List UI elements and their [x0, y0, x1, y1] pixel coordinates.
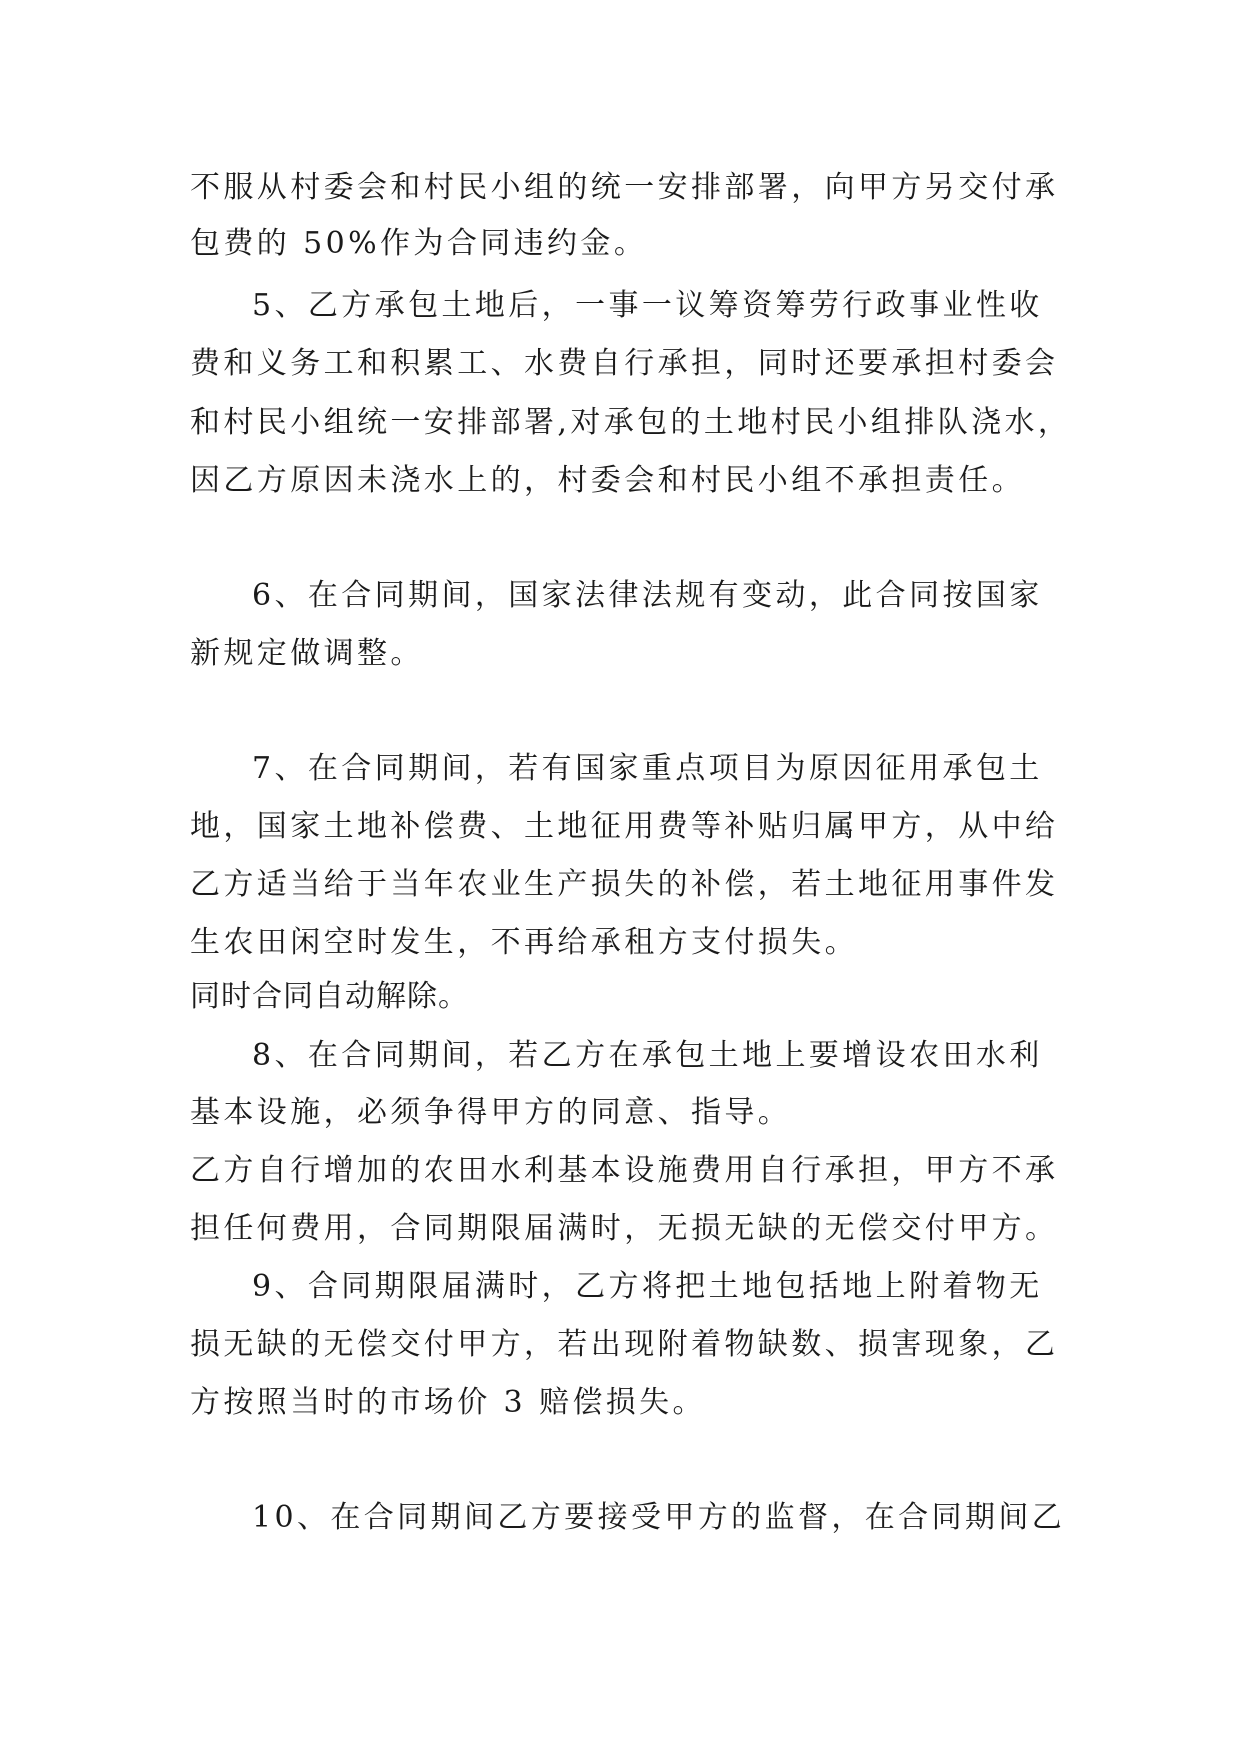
paragraph-10-line: 10、在合同期间乙方要接受甲方的监督，在合同期间乙	[252, 1500, 1066, 1535]
text-line: 费和义务工和积累工、水费自行承担，同时还要承担村委会	[190, 346, 1059, 381]
text-line: 生农田闲空时发生，不再给承租方支付损失。	[190, 925, 858, 960]
text-line: 乙方适当给于当年农业生产损失的补偿，若土地征用事件发	[190, 867, 1059, 902]
text-line: 因乙方原因未浇水上的，村委会和村民小组不承担责任。	[190, 463, 1025, 498]
text-line: 基本设施，必须争得甲方的同意、指导。	[190, 1095, 792, 1130]
text-line: 同时合同自动解除。	[190, 979, 469, 1014]
text-line: 担任何费用，合同期限届满时，无损无缺的无偿交付甲方。	[190, 1211, 1059, 1246]
paragraph-6-line: 6、在合同期间，国家法律法规有变动，此合同按国家	[252, 578, 1043, 613]
paragraph-5-line: 5、乙方承包土地后，一事一议筹资筹劳行政事业性收	[252, 288, 1043, 323]
text-line: 不服从村委会和村民小组的统一安排部署，向甲方另交付承	[190, 170, 1059, 205]
text-line: 地，国家土地补偿费、土地征用费等补贴归属甲方，从中给	[190, 809, 1059, 844]
text-line: 新规定做调整。	[190, 636, 424, 671]
text-line: 和村民小组统一安排部署,对承包的土地村民小组排队浇水，	[190, 405, 1072, 440]
paragraph-7-line: 7、在合同期间，若有国家重点项目为原因征用承包土	[252, 751, 1043, 786]
text-line: 方按照当时的市场价 3 赔偿损失。	[190, 1385, 706, 1420]
text-line: 损无缺的无偿交付甲方，若出现附着物缺数、损害现象，乙	[190, 1327, 1059, 1362]
text-line: 乙方自行增加的农田水利基本设施费用自行承担，甲方不承	[190, 1153, 1059, 1188]
text-line: 包费的 50%作为合同违约金。	[190, 226, 648, 261]
paragraph-8-line: 8、在合同期间，若乙方在承包土地上要增设农田水利	[252, 1038, 1043, 1073]
paragraph-9-line: 9、合同期限届满时，乙方将把土地包括地上附着物无	[252, 1269, 1043, 1304]
